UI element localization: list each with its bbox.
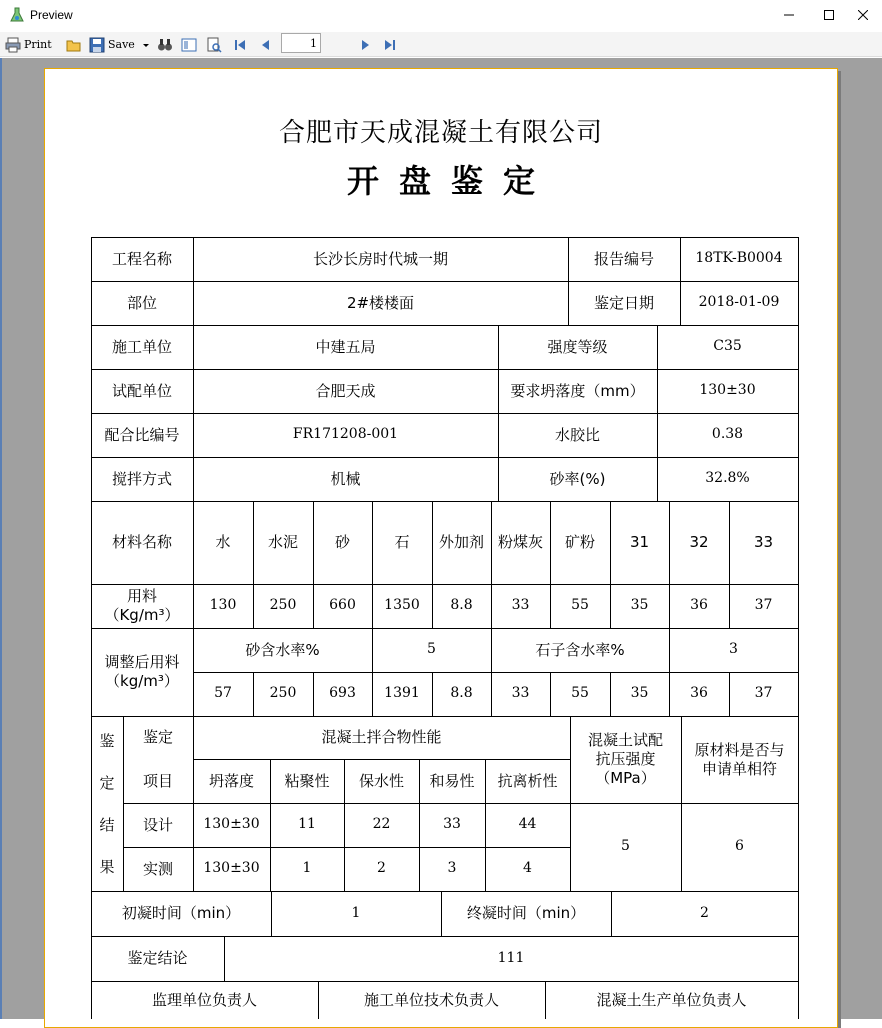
material-name-cell: 砂 [334,533,350,552]
trial-unit-label: 试配单位 [111,381,172,400]
sand-moisture-value: 5 [427,641,436,658]
mix-no-value: FR171208-001 [292,426,399,443]
initial-set-value: 1 [351,904,361,921]
report-no-label: 报告编号 [593,249,654,268]
adjusted-dosage-cell: 37 [754,685,773,702]
project-name-label: 工程名称 [111,249,172,268]
materials-label: 材料名称 [111,533,172,552]
material-name-cell: 矿粉 [564,533,595,552]
save-label: Save [108,38,135,51]
actual-value-cell: 4 [523,860,532,877]
wc-ratio-label: 水胶比 [554,425,600,444]
dosage-label: 用料 （Kg/m³） [104,587,180,624]
date-value: 2018-01-09 [698,294,780,311]
sand-ratio-label: 砂率(%) [549,469,606,488]
actual-label: 实测 [142,859,173,878]
dosage-cell: 250 [269,597,297,614]
design-value-cell: 44 [518,816,537,833]
adjusted-dosage-cell: 693 [329,685,356,702]
actual-value-cell: 130±30 [203,860,260,877]
dosage-cell: 660 [329,597,356,614]
slump-requirement-value: 130±30 [699,382,756,399]
project-name-value: 长沙长房时代城一期 [312,249,448,268]
dosage-cell: 35 [630,597,649,614]
strength-value: 5 [621,838,630,855]
result-vertical-label [91,720,123,888]
performance-header-cell: 保水性 [358,771,404,790]
performance-header-cell: 和易性 [429,771,475,790]
strength-label: 混凝土试配 抗压强度 （MPa） [587,731,663,787]
dosage-cell: 1350 [384,597,420,614]
adjusted-dosage-cell: 250 [269,685,297,702]
material-name-cell: 33 [753,533,774,552]
dosage-cell: 33 [511,597,530,614]
producer-sign-label: 混凝土生产单位负责人 [596,990,747,1009]
grade-value: C35 [713,338,742,355]
material-match-value: 6 [735,838,744,855]
material-match-label: 原材料是否与 申请单相符 [694,740,785,778]
result-char: 结 [99,815,115,834]
item-label-2: 项目 [142,771,173,790]
design-value-cell: 130±30 [203,816,260,833]
wc-ratio-value: 0.38 [711,426,744,443]
mixing-method-value: 机械 [330,469,361,488]
material-name-cell: 32 [689,533,709,552]
dosage-cell: 37 [754,597,773,614]
part-label: 部位 [126,293,157,312]
final-set-label: 终凝时间（min） [466,904,586,923]
sand-ratio-value: 32.8% [705,470,750,487]
adjusted-dosage-label: 调整后用料 （kg/m³） [104,653,180,690]
company-name: 合肥市天成混凝土有限公司 [278,118,603,148]
actual-value-cell: 1 [302,860,312,877]
report-title: 开盘鉴定 [346,162,555,200]
adjusted-dosage-cell: 8.8 [450,685,473,702]
sand-moisture-label: 砂含水率% [245,640,320,659]
mix-no-label: 配合比编号 [104,425,180,444]
design-value-cell: 22 [372,816,391,833]
construction-tech-sign-label: 施工单位技术负责人 [363,990,499,1009]
final-set-value: 2 [700,904,709,921]
design-label: 设计 [142,815,173,834]
dosage-cell: 130 [209,597,237,614]
mixing-method-label: 搅拌方式 [111,469,172,488]
adjusted-dosage-cell: 35 [630,685,649,702]
actual-value-cell: 2 [377,860,386,877]
material-name-cell: 水泥 [267,533,298,552]
performance-header-cell: 粘聚性 [284,771,330,790]
slump-requirement-label: 要求坍落度（mm） [510,381,645,400]
adjusted-dosage-cell: 57 [214,685,232,702]
print-label: Print [24,38,52,51]
stone-moisture-label: 石子含水率% [535,640,625,659]
initial-set-label: 初凝时间（min） [121,904,241,923]
grade-label: 强度等级 [547,337,608,356]
dosage-cell: 36 [690,597,708,614]
result-char: 鉴 [99,731,115,750]
result-char: 果 [99,857,115,876]
adjusted-dosage-cell: 33 [511,685,530,702]
material-name-cell: 粉煤灰 [497,533,543,552]
constructor-value: 中建五局 [315,337,376,356]
dosage-cell: 55 [571,597,589,614]
conclusion-label: 鉴定结论 [127,949,188,968]
dosage-cell: 8.8 [450,597,473,614]
material-name-cell: 石 [394,533,410,552]
design-value-cell: 11 [298,816,316,833]
material-name-cell: 外加剂 [438,533,484,552]
performance-header-cell: 抗离析性 [497,771,558,790]
report-no-value: 18TK-B0004 [695,250,783,267]
actual-value-cell: 3 [447,860,457,877]
window-title: Preview [30,8,73,22]
material-name-cell: 31 [629,533,650,552]
item-label-1: 鉴定 [142,728,173,747]
material-name-cell: 水 [215,533,231,552]
design-value-cell: 33 [443,816,461,833]
conclusion-value: 111 [497,949,525,966]
adjusted-dosage-cell: 36 [690,685,708,702]
part-value: 2#楼楼面 [346,293,415,312]
constructor-label: 施工单位 [111,337,172,356]
performance-header-cell: 坍落度 [208,771,254,790]
stone-moisture-value: 3 [729,641,738,658]
trial-unit-value: 合肥天成 [315,381,376,400]
result-char: 定 [99,773,115,792]
mix-performance-label: 混凝土拌合物性能 [321,728,442,747]
adjusted-dosage-cell: 1391 [384,685,420,702]
adjusted-dosage-cell: 55 [571,685,589,702]
date-label: 鉴定日期 [593,293,654,312]
supervisor-sign-label: 监理单位负责人 [151,990,257,1009]
